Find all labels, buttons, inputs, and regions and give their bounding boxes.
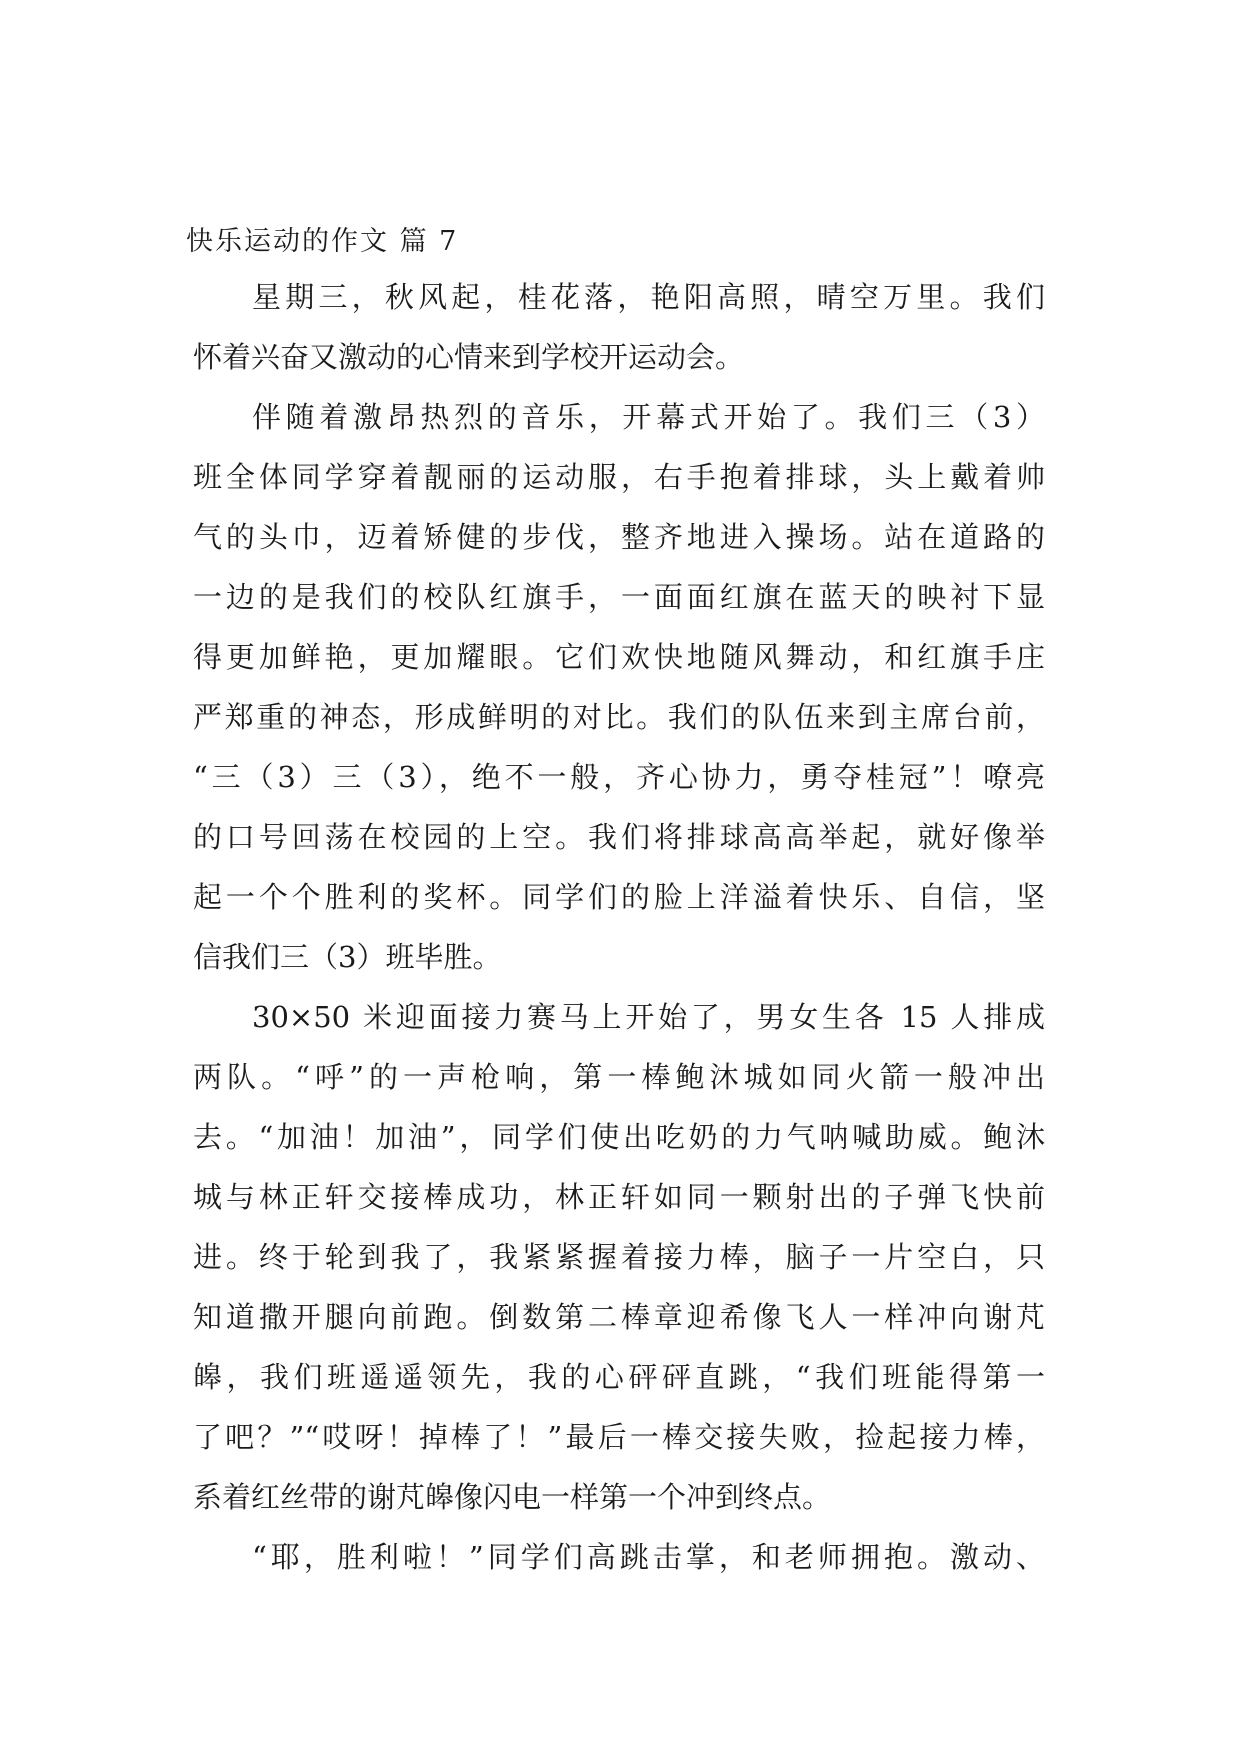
text-line: 伴随着激昂热烈的音乐，开幕式开始了。我们三（3） bbox=[252, 400, 1045, 434]
text-line: 气的头巾，迈着矫健的步伐，整齐地进入操场。站在道路的 bbox=[193, 520, 1045, 554]
text-line: 进。终于轮到我了，我紧紧握着接力棒，脑子一片空白，只 bbox=[193, 1240, 1045, 1274]
text-line: “耶，胜利啦！”同学们高跳击掌，和老师拥抱。激动、 bbox=[252, 1540, 1045, 1574]
text-line: 得更加鲜艳，更加耀眼。它们欢快地随风舞动，和红旗手庄 bbox=[193, 640, 1045, 674]
text-line: 皞，我们班遥遥领先，我的心砰砰直跳，“我们班能得第一 bbox=[193, 1360, 1045, 1394]
text-line: 严郑重的神态，形成鲜明的对比。我们的队伍来到主席台前， bbox=[193, 700, 1045, 734]
text-line: 城与林正轩交接棒成功，林正轩如同一颗射出的子弹飞快前 bbox=[193, 1180, 1045, 1214]
text-line: 知道撒开腿向前跑。倒数第二棒章迎希像飞人一样冲向谢芃 bbox=[193, 1300, 1045, 1334]
text-line: 星期三，秋风起，桂花落，艳阳高照，晴空万里。我们 bbox=[252, 280, 1045, 314]
text-line: 两队。“呼”的一声枪响，第一棒鲍沐城如同火箭一般冲出 bbox=[193, 1060, 1045, 1094]
text-line: 的口号回荡在校园的上空。我们将排球高高举起，就好像举 bbox=[193, 820, 1045, 854]
text-line: 起一个个胜利的奖杯。同学们的脸上洋溢着快乐、自信，坚 bbox=[193, 880, 1045, 914]
text-line: 信我们三（3）班毕胜。 bbox=[193, 940, 502, 974]
essay-title: 快乐运动的作文 篇 7 bbox=[186, 226, 459, 257]
text-line: 怀着兴奋又激动的心情来到学校开运动会。 bbox=[193, 340, 745, 374]
text-line: “三（3）三（3），绝不一般，齐心协力，勇夺桂冠”！嘹亮 bbox=[193, 760, 1045, 794]
text-line: 一边的是我们的校队红旗手，一面面红旗在蓝天的映衬下显 bbox=[193, 580, 1045, 614]
text-line: 了吧？”“哎呀！掉棒了！”最后一棒交接失败，捡起接力棒， bbox=[193, 1420, 1045, 1454]
text-line: 去。“加油！加油”，同学们使出吃奶的力气呐喊助威。鲍沐 bbox=[193, 1120, 1045, 1154]
text-line: 系着红丝带的谢芃皞像闪电一样第一个冲到终点。 bbox=[193, 1480, 832, 1514]
text-line: 30×50 米迎面接力赛马上开始了，男女生各 15 人排成 bbox=[252, 1000, 1045, 1034]
text-line: 班全体同学穿着靓丽的运动服，右手抱着排球，头上戴着帅 bbox=[193, 460, 1045, 494]
